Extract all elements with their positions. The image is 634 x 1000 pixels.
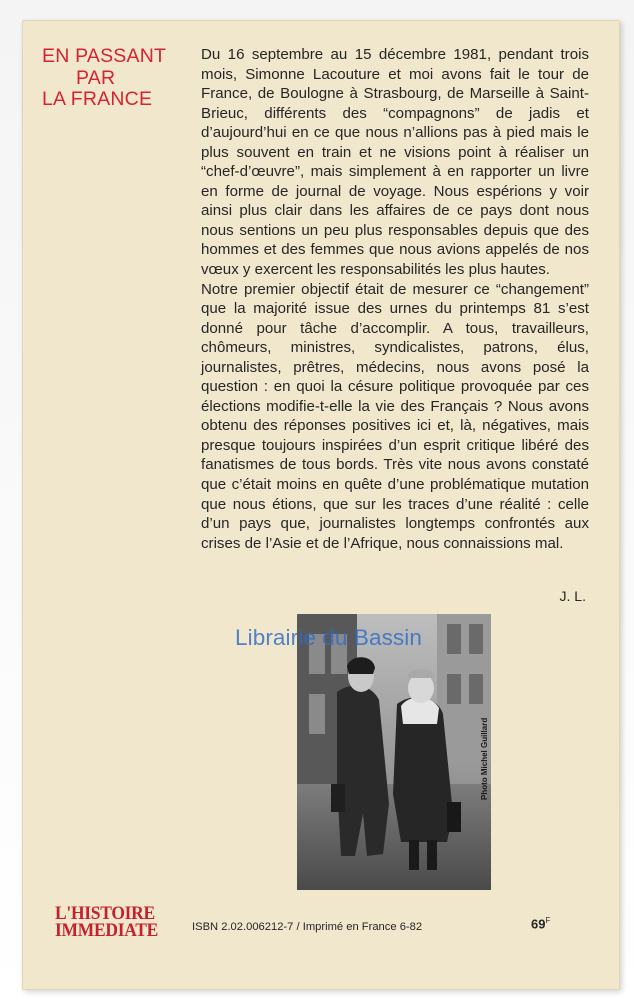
isbn-line: ISBN 2.02.006212-7 / Imprimé en France 6-82 — [192, 921, 423, 933]
price-value: 69 — [531, 916, 546, 932]
logo-line: L'HISTOIRE — [55, 903, 155, 924]
blurb-paragraph: Notre premier objectif était de mesurer ce “changement” que la majorité issue des urnes du printemps 81 s’est donné pour tâche d’accomplir. A tous, travailleurs, chômeurs, ministres, syndicalistes, patrons, élus, journalistes, prêtres, médecins, nous avons posé la question : en quoi la césure politique provoquée par ces élections modifie-t-elle la vie des Français ? Nous avons obtenu des réponses positives ici et, là, négatives, mais presque toujours inspirées d’un esprit critique libéré des fanatismes de tous bords. Très vite nous avons constaté que c’était moins en quête d’une problématique mutation que nous étions, que sur les traces d’une réalité : celle d’un pays que, journalistes longtemps confrontés aux crises de l’Asie et de l’Afrique, nous connaissions mal. — [201, 280, 589, 552]
logo-line: IMMEDIATE — [55, 920, 159, 941]
price-unit: F — [545, 916, 551, 925]
series-title-line: EN PASSANT — [42, 45, 167, 67]
author-signature: J. L. — [559, 588, 586, 604]
series-logo — [55, 905, 158, 939]
bookseller-watermark: Librairie du Bassin — [235, 625, 422, 650]
blurb-text — [201, 45, 589, 553]
price — [531, 916, 550, 931]
photo-illustration — [297, 614, 491, 890]
author-photo — [297, 614, 491, 890]
series-title-line: LA FRANCE — [42, 88, 153, 110]
series-title — [42, 46, 192, 111]
photo-credit: Photo Michel Guillard — [480, 717, 489, 800]
series-title-line: PAR — [76, 66, 116, 89]
blurb-paragraph: Du 16 septembre au 15 décembre 1981, pendant trois mois, Simonne Lacouture et moi avons fait le tour de France, de Boulogne à Strasbourg, de Marseille à Saint-Brieuc, différents des “compagnons” de jadis et d’aujourd’hui en ce que nous n’allions pas à pied mais le plus souvent en train et ne visions point à réaliser un “chef-d’œuvre”, mais simplement à en rapporter un livre en forme de journal de voyage. Nous espérions y voir ainsi plus clair dans les affaires de ce pays dont nous nous sentions un peu plus responsables depuis que des hommes et des femmes que nous avions appelés de nos vœux y exercent les responsabilités les plus hautes. — [201, 46, 589, 279]
